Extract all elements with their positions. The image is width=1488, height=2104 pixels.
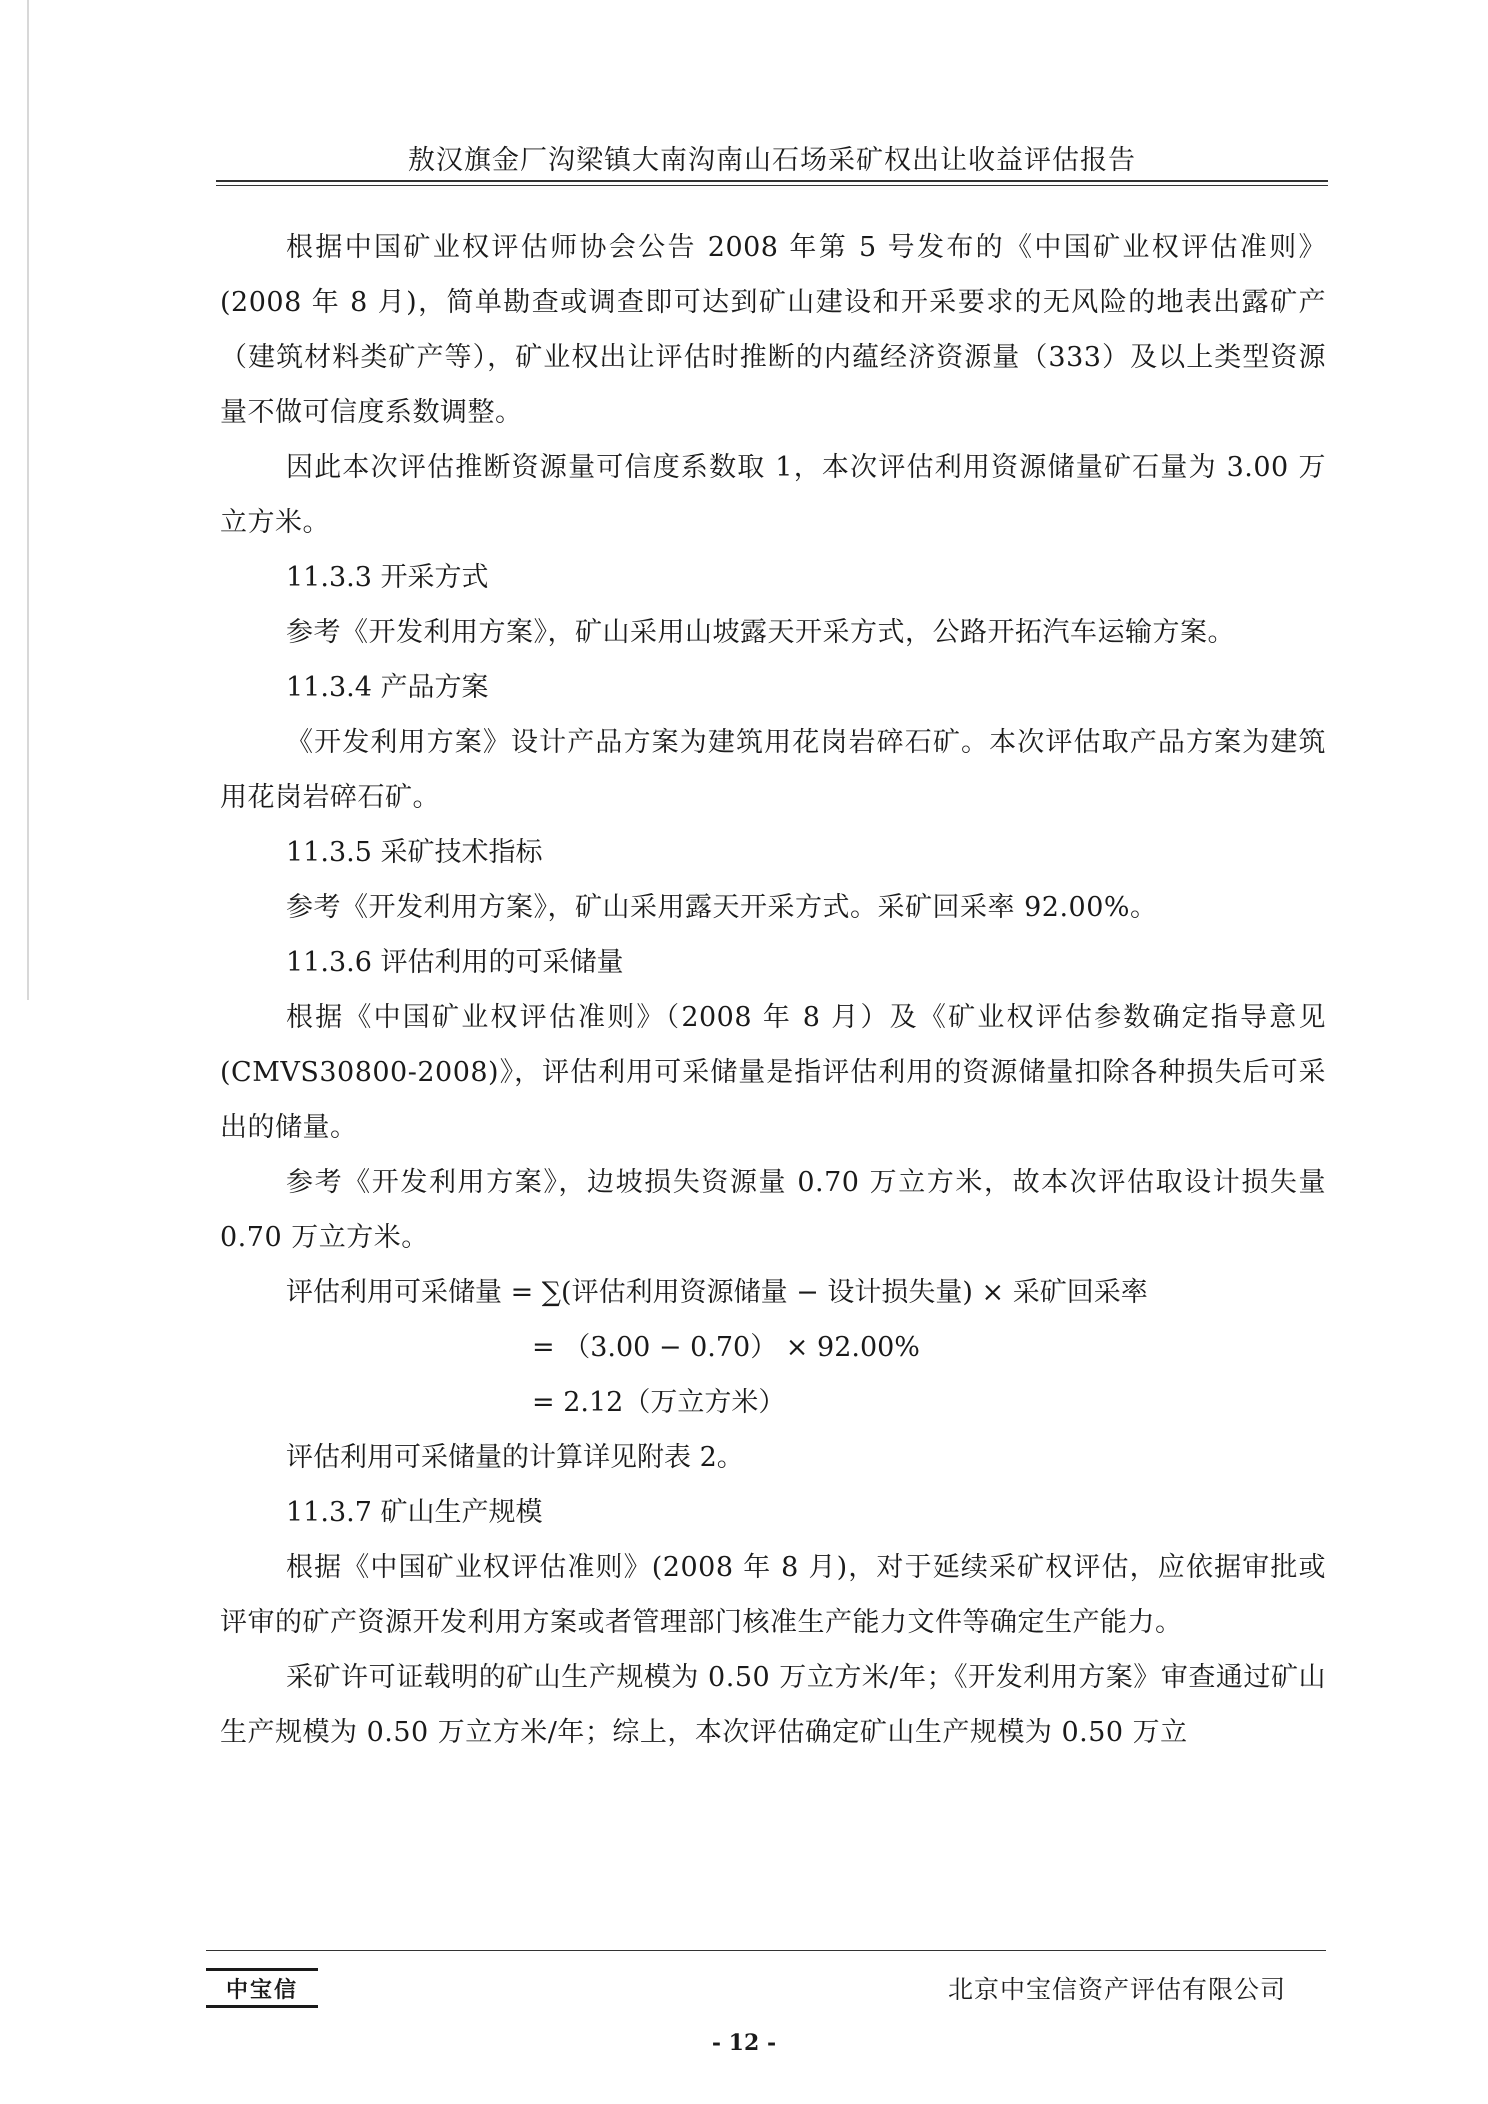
footer-rule: [206, 1950, 1326, 1951]
paragraph: 根据《中国矿业权评估准则》(2008 年 8 月)，对于延续采矿权评估，应依据审批或评审的矿产资源开发利用方案或者管理部门核准生产能力文件等确定生产能力。: [220, 1552, 1326, 1638]
formula-line: 评估利用可采储量 = ∑(评估利用资源储量 − 设计损失量) × 采矿回采率: [286, 1277, 1148, 1308]
document-body: [220, 220, 1326, 1760]
page-number: - 12 -: [711, 2030, 777, 2056]
header-rule: [216, 180, 1328, 182]
footer-company-name: 北京中宝信资产评估有限公司: [947, 1975, 1286, 2004]
section-heading: 11.3.4 产品方案: [286, 672, 489, 703]
paragraph: 根据《中国矿业权评估准则》（2008 年 8 月）及《矿业权评估参数确定指导意见(CMVS30800-2008)》，评估利用可采储量是指评估利用的资源储量扣除各种损失后可采出的储量。: [220, 1002, 1326, 1143]
section-heading: 11.3.7 矿山生产规模: [286, 1497, 543, 1528]
paragraph: 参考《开发利用方案》，矿山采用露天开采方式。采矿回采率 92.00%。: [286, 892, 1158, 923]
section-heading: 11.3.6 评估利用的可采储量: [286, 947, 624, 978]
paragraph: 《开发利用方案》设计产品方案为建筑用花岗岩碎石矿。本次评估取产品方案为建筑用花岗岩碎石矿。: [220, 727, 1326, 813]
header-rule-thin: [216, 185, 1328, 186]
paragraph: 根据中国矿业权评估师协会公告 2008 年第 5 号发布的《中国矿业权评估准则》(2008 年 8 月)，简单勘查或调查即可达到矿山建设和开采要求的无风险的地表出露矿产（建筑材料类矿产等），矿业权出让评估时推断的内蕴经济资源量（333）及以上类型资源量不做可信度系数调整。: [220, 232, 1326, 428]
company-logo: 中宝信: [206, 1968, 318, 2008]
paragraph: 采矿许可证载明的矿山生产规模为 0.50 万立方米/年；《开发利用方案》审查通过矿山生产规模为 0.50 万立方米/年；综上，本次评估确定矿山生产规模为 0.50 万立: [220, 1662, 1326, 1748]
formula-result: = 2.12（万立方米）: [532, 1387, 786, 1418]
paragraph: 评估利用可采储量的计算详见附表 2。: [286, 1442, 744, 1473]
paragraph: 参考《开发利用方案》，边坡损失资源量 0.70 万立方米，故本次评估取设计损失量 0.70 万立方米。: [220, 1167, 1326, 1253]
formula-line: = （3.00 − 0.70） × 92.00%: [532, 1332, 920, 1363]
page-header-title: 敖汉旗金厂沟梁镇大南沟南山石场采矿权出让收益评估报告: [408, 145, 1136, 176]
paragraph: 参考《开发利用方案》，矿山采用山坡露天开采方式，公路开拓汽车运输方案。: [286, 617, 1235, 648]
scan-edge-line: [27, 0, 29, 1000]
paragraph: 因此本次评估推断资源量可信度系数取 1，本次评估利用资源储量矿石量为 3.00 万立方米。: [220, 452, 1326, 538]
section-heading: 11.3.5 采矿技术指标: [286, 837, 543, 868]
section-heading: 11.3.3 开采方式: [286, 562, 489, 593]
